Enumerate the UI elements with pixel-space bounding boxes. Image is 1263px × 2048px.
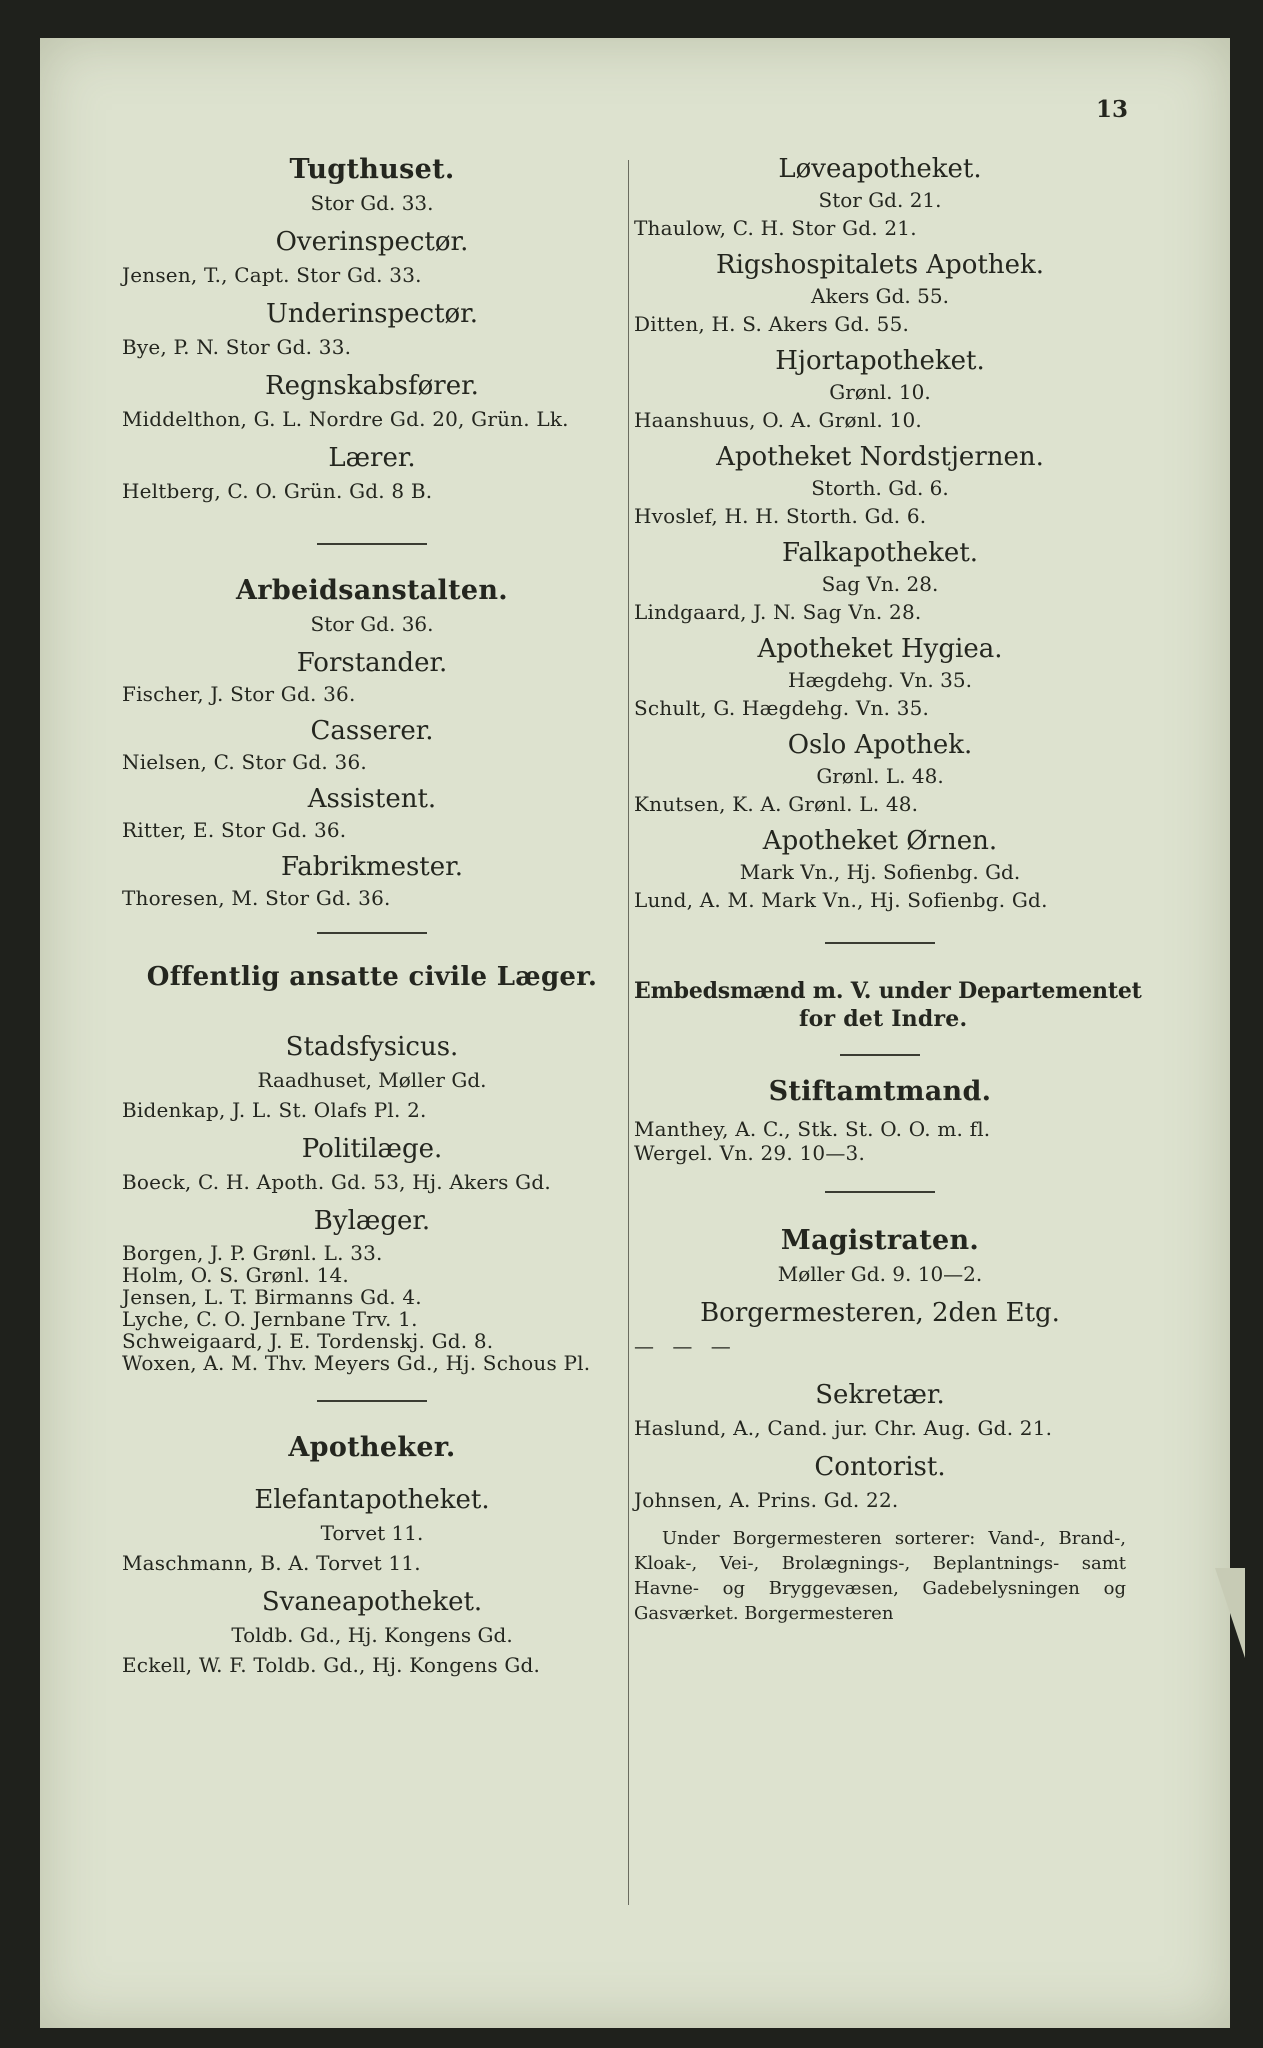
entry: Fischer, J. Stor Gd. 36. (122, 682, 356, 706)
section-title-embedsmaend: Embedsmænd m. V. under Departementet (634, 978, 1142, 1004)
entry: Ditten, H. S. Akers Gd. 55. (634, 312, 910, 336)
section-divider (840, 1054, 920, 1056)
apothek-address: Storth. Gd. 6. (811, 476, 949, 500)
apothek-name: Elefantapotheket. (254, 1485, 490, 1515)
bylaeger-list (122, 1242, 622, 1374)
section-title-magistraten: Magistraten. (780, 1225, 980, 1256)
left-column (122, 150, 622, 1677)
role-heading: Lærer. (328, 443, 416, 473)
apothek-address: Grønl. L. 48. (816, 764, 944, 788)
role-heading: Assistent. (307, 784, 437, 814)
entry: Bidenkap, J. L. St. Olafs Pl. 2. (122, 1098, 427, 1122)
right-column (634, 150, 1142, 1626)
magistrat-paragraph: Under Borgermesteren sorterer: Vand-, Brand-, Kloak-, Vei-, Brolægnings-, Beplantnings- samt Havne- og Bryggevæsen, Gadebelysningen og Gasværket. Borgermesteren (634, 1528, 1126, 1624)
entry: Haslund, A., Cand. jur. Chr. Aug. Gd. 21. (634, 1416, 1053, 1440)
section-title-stiftamtmand: Stiftamtmand. (768, 1076, 992, 1107)
section-divider (825, 1191, 935, 1193)
entry: Ritter, E. Stor Gd. 36. (122, 818, 347, 842)
entry: Middelthon, G. L. Nordre Gd. 20, Grün. Lk. (122, 407, 569, 431)
apothek-address: Sag Vn. 28. (821, 572, 939, 596)
torn-paper-edge (1215, 1568, 1245, 1658)
section-divider (825, 942, 935, 944)
entry: Eckell, W. F. Toldb. Gd., Hj. Kongens Gd. (122, 1653, 541, 1677)
apothek-name: Oslo Apothek. (787, 730, 973, 760)
entry: Thaulow, C. H. Stor Gd. 21. (634, 216, 917, 240)
apothek-name: Apotheket Hygiea. (757, 634, 1003, 664)
apothek-block (634, 442, 1126, 528)
section-title-embedsmaend-cont: for det Indre. (799, 1006, 968, 1032)
section-divider (317, 543, 427, 545)
apothek-name: Hjortapotheket. (775, 346, 985, 376)
section-title-arbeidsanstalten: Arbeidsanstalten. (236, 575, 508, 606)
entry: Nielsen, C. Stor Gd. 36. (122, 750, 367, 774)
apothek-name: Falkapotheket. (781, 538, 979, 568)
apothek-name: Løveapotheket. (778, 154, 982, 184)
tugthuset-address: Stor Gd. 33. (310, 191, 434, 215)
apothek-list (634, 154, 1126, 912)
entry: Wergel. Vn. 29. 10—3. (634, 1141, 866, 1165)
list-item: Borgen, J. P. Grønl. L. 33. (122, 1241, 383, 1265)
entry: Hvoslef, H. H. Storth. Gd. 6. (634, 504, 927, 528)
role-heading: Fabrikmester. (281, 852, 463, 882)
dash-placeholder: — — — (634, 1334, 737, 1358)
entry: Johnsen, A. Prins. Gd. 22. (634, 1488, 899, 1512)
role-heading: Stadsfysicus. (285, 1032, 459, 1062)
role-heading: Contorist. (814, 1452, 946, 1482)
stadsfysicus-address: Raadhuset, Møller Gd. (257, 1068, 487, 1092)
apothek-address: Akers Gd. 55. (811, 284, 949, 308)
arbeid-address: Stor Gd. 36. (310, 612, 434, 636)
role-heading: Overinspectør. (275, 227, 469, 257)
column-divider (628, 160, 629, 1905)
entry: Heltberg, C. O. Grün. Gd. 8 B. (122, 479, 433, 503)
apothek-address: Hægdehg. Vn. 35. (788, 668, 972, 692)
role-heading: Bylæger. (313, 1206, 431, 1236)
apothek-block (634, 538, 1126, 624)
entry: Manthey, A. C., Stk. St. O. O. m. fl. (634, 1117, 991, 1141)
role-heading: Underinspectør. (265, 299, 479, 329)
list-item: Schweigaard, J. E. Tordenskj. Gd. 8. (122, 1329, 494, 1353)
role-heading: Sekretær. (815, 1380, 945, 1410)
entry: Bye, P. N. Stor Gd. 33. (122, 335, 352, 359)
apothek-block (634, 154, 1126, 240)
section-title-apotheker: Apotheker. (288, 1432, 456, 1463)
apothek-name: Apotheket Nordstjernen. (716, 442, 1044, 472)
apothek-block (634, 826, 1126, 912)
section-title-tugthuset: Tugthuset. (289, 154, 455, 185)
entry: Knutsen, K. A. Grønl. L. 48. (634, 792, 919, 816)
apothek-name: Apotheket Ørnen. (762, 826, 998, 856)
apothek-address: Stor Gd. 21. (818, 188, 942, 212)
list-item: Holm, O. S. Grønl. 14. (122, 1263, 349, 1287)
page-number: 13 (1096, 96, 1129, 123)
role-heading: Casserer. (310, 716, 434, 746)
apothek-block (634, 346, 1126, 432)
apothek-address: Toldb. Gd., Hj. Kongens Gd. (231, 1623, 513, 1647)
apothek-block (634, 730, 1126, 816)
entry: Thoresen, M. Stor Gd. 36. (122, 886, 391, 910)
apothek-address: Torvet 11. (320, 1521, 424, 1545)
entry: Maschmann, B. A. Torvet 11. (122, 1551, 421, 1575)
entry: Boeck, C. H. Apoth. Gd. 53, Hj. Akers Gd. (122, 1170, 551, 1194)
section-divider (317, 932, 427, 934)
entry: Jensen, T., Capt. Stor Gd. 33. (122, 263, 422, 287)
role-heading: Politilæge. (301, 1134, 443, 1164)
role-heading: Borgermesteren, 2den Etg. (700, 1298, 1060, 1328)
role-heading: Regnskabsfører. (265, 371, 479, 401)
entry: Lund, A. M. Mark Vn., Hj. Sofienbg. Gd. (634, 888, 1048, 912)
list-item: Lyche, C. O. Jernbane Trv. 1. (122, 1307, 418, 1331)
list-item: Woxen, A. M. Thv. Meyers Gd., Hj. Schous Pl. (122, 1351, 591, 1375)
role-heading: Forstander. (296, 648, 448, 678)
section-title-laeger: Offentlig ansatte civile Læger. (146, 962, 598, 992)
entry: Lindgaard, J. N. Sag Vn. 28. (634, 600, 922, 624)
apothek-address: Mark Vn., Hj. Sofienbg. Gd. (739, 860, 1021, 884)
magistrat-address: Møller Gd. 9. 10—2. (777, 1262, 983, 1286)
list-item: Jensen, L. T. Birmanns Gd. 4. (122, 1285, 422, 1309)
apothek-block (634, 634, 1126, 720)
entry: Schult, G. Hægdehg. Vn. 35. (634, 696, 930, 720)
entry: Haanshuus, O. A. Grønl. 10. (634, 408, 922, 432)
apothek-name: Svaneapotheket. (261, 1587, 483, 1617)
apothek-address: Grønl. 10. (829, 380, 931, 404)
apothek-name: Rigshospitalets Apothek. (716, 250, 1044, 280)
apothek-block (634, 250, 1126, 336)
section-divider (317, 1400, 427, 1402)
